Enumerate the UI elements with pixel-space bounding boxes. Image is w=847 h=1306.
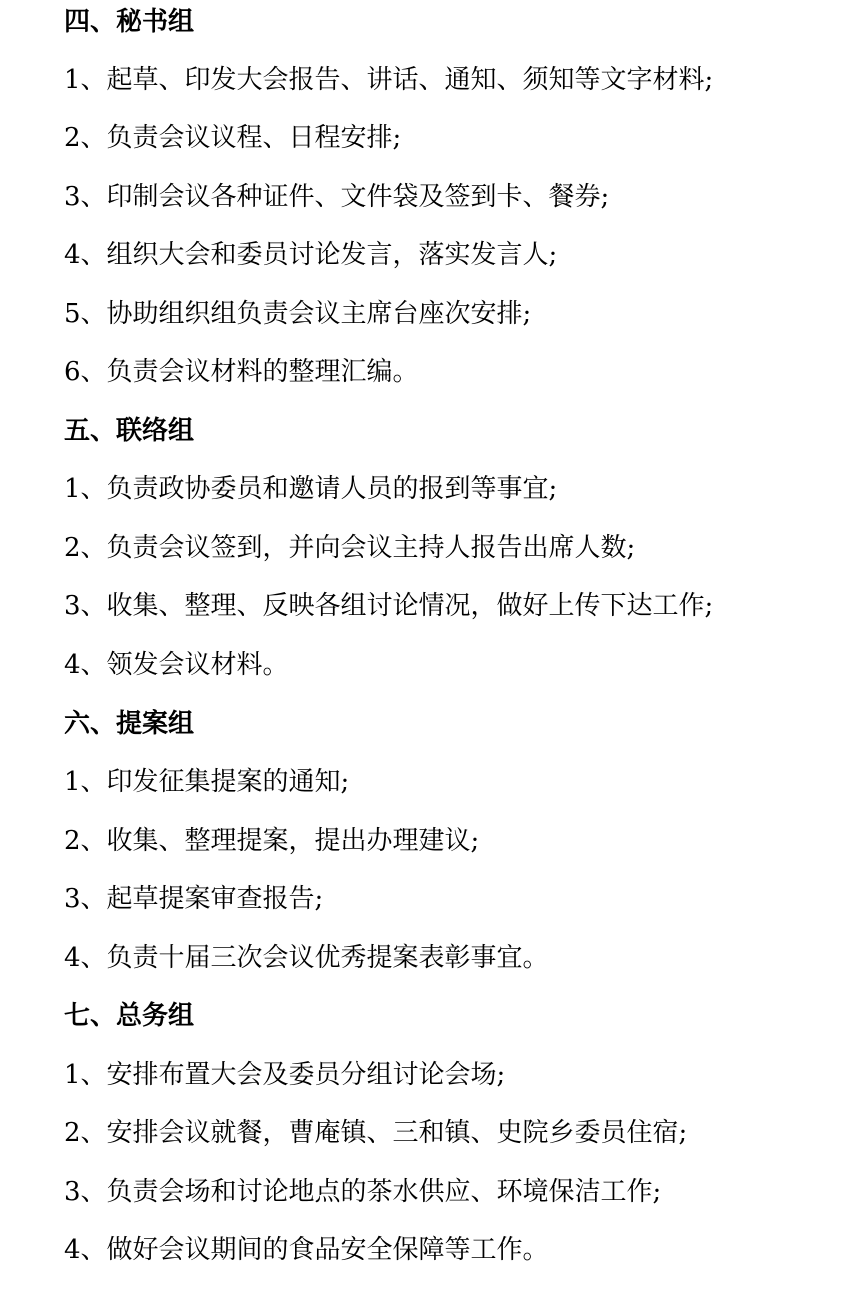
- item-text: 、起草、印发大会报告、讲话、通知、须知等文字材料;: [80, 65, 714, 95]
- item-text: 、安排会议就餐，曹庵镇、三和镇、史院乡委员住宿;: [80, 1118, 688, 1148]
- item-text: 、收集、整理、反映各组讨论情况，做好上传下达工作;: [80, 591, 714, 621]
- item-number: 4: [64, 1235, 81, 1265]
- list-item: [64, 879, 323, 919]
- list-item: [64, 1230, 549, 1270]
- list-item: [64, 645, 289, 685]
- item-number: 1: [64, 1060, 81, 1090]
- item-text: 、起草提案审查报告;: [80, 884, 324, 914]
- section-heading-general-affairs: 七、总务组: [64, 1001, 195, 1031]
- item-text: 、印制会议各种证件、文件袋及签到卡、餐券;: [80, 182, 610, 212]
- item-number: 1: [64, 767, 81, 797]
- list-item: [64, 118, 401, 158]
- list-item: [64, 821, 479, 861]
- item-number: 1: [64, 65, 81, 95]
- item-text: 、负责十届三次会议优秀提案表彰事宜。: [80, 943, 549, 973]
- section-heading-proposals: 六、提案组: [64, 709, 195, 739]
- list-item: [64, 469, 557, 509]
- list-item: [64, 938, 549, 978]
- list-item: [64, 235, 557, 275]
- list-item: [64, 528, 635, 568]
- item-number: 4: [64, 943, 81, 973]
- section-heading-liaison: 五、联络组: [64, 416, 195, 446]
- item-text: 、负责政协委员和邀请人员的报到等事宜;: [80, 474, 558, 504]
- list-item: [64, 352, 419, 392]
- item-number: 4: [64, 650, 81, 680]
- list-item: [64, 1055, 505, 1095]
- list-item: [64, 1113, 687, 1153]
- item-text: 、收集、整理提案，提出办理建议;: [80, 826, 480, 856]
- item-text: 、负责会议签到，并向会议主持人报告出席人数;: [80, 533, 636, 563]
- item-text: 、安排布置大会及委员分组讨论会场;: [80, 1060, 506, 1090]
- item-number: 5: [64, 299, 81, 329]
- item-number: 3: [64, 591, 81, 621]
- item-number: 2: [64, 1118, 81, 1148]
- item-text: 、组织大会和委员讨论发言，落实发言人;: [80, 240, 558, 270]
- list-item: [64, 294, 531, 334]
- item-number: 6: [64, 357, 81, 387]
- item-text: 、负责会场和讨论地点的茶水供应、环境保洁工作;: [80, 1177, 662, 1207]
- item-number: 2: [64, 533, 81, 563]
- item-number: 1: [64, 474, 81, 504]
- item-number: 3: [64, 182, 81, 212]
- list-item: [64, 60, 713, 100]
- item-text: 、协助组织组负责会议主席台座次安排;: [80, 299, 532, 329]
- list-item: [64, 1172, 661, 1212]
- item-number: 2: [64, 123, 81, 153]
- list-item: [64, 177, 609, 217]
- item-text: 、印发征集提案的通知;: [80, 767, 350, 797]
- item-number: 3: [64, 884, 81, 914]
- list-item: [64, 762, 349, 802]
- item-text: 、做好会议期间的食品安全保障等工作。: [80, 1235, 549, 1265]
- item-text: 、领发会议材料。: [80, 650, 289, 680]
- item-number: 4: [64, 240, 81, 270]
- item-number: 2: [64, 826, 81, 856]
- item-text: 、负责会议议程、日程安排;: [80, 123, 402, 153]
- item-text: 、负责会议材料的整理汇编。: [80, 357, 419, 387]
- section-heading-secretariat: 四、秘书组: [64, 7, 195, 37]
- item-number: 3: [64, 1177, 81, 1207]
- list-item: [64, 586, 713, 626]
